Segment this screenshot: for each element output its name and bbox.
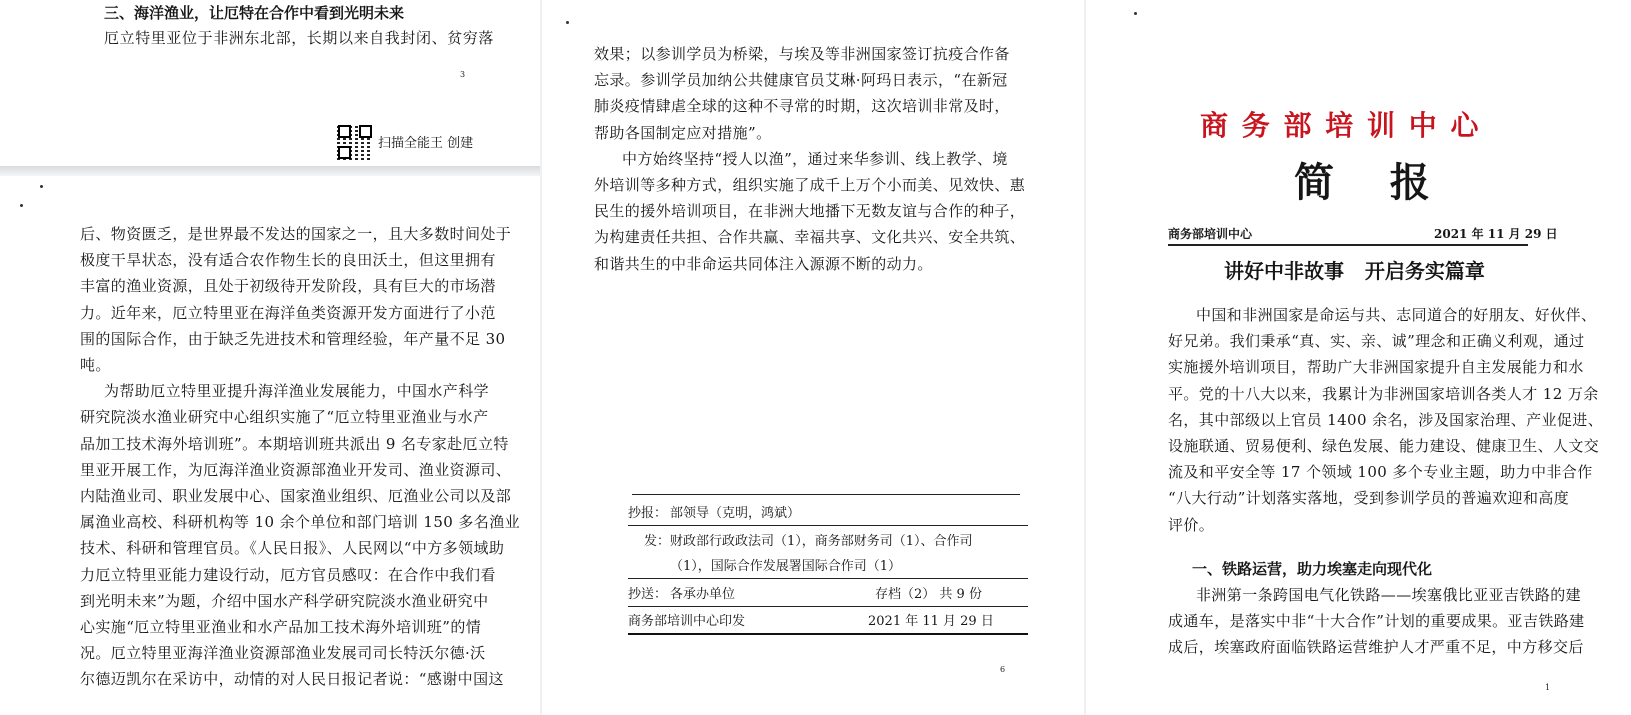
paragraph-line: 里亚开展工作，为厄海洋渔业资源部渔业开发司、渔业资源司、: [80, 460, 512, 479]
paragraph-line: 流及和平安全等 17 个领域 100 多个专业主题，助力中非合作: [1168, 463, 1593, 482]
paragraph-line: 效果；以参训学员为桥梁，与埃及等非洲国家签订抗疫合作备: [594, 45, 1010, 63]
send-label: 发：: [644, 534, 671, 549]
scan-speck: [20, 204, 23, 207]
distribution-rule: [628, 606, 1028, 607]
masthead-rule: [1168, 244, 1528, 246]
send-line-2: （1），国际合作发展署国际合作司（1）: [670, 559, 902, 574]
distribution-rule: [628, 525, 1028, 526]
paragraph-line: 为构建责任共担、合作共赢、幸福共享、文化共兴、安全共筑、: [594, 228, 1026, 247]
paragraph-line: 吨。: [80, 356, 111, 374]
paragraph-line: 忘录。参训学员加纳公共健康官员艾琳·阿玛日表示，“在新冠: [594, 71, 1008, 90]
send-line-1: 财政部行政政法司（1），商务部财务司（1）、合作司: [670, 534, 973, 549]
scan-speck: [566, 21, 569, 24]
issuer: 商务部培训中心印发: [628, 614, 746, 629]
copy-label: 抄送：: [628, 587, 668, 602]
cc-report-label: 抄报：: [628, 506, 668, 521]
section-heading: 三、海洋渔业，让厄特在合作中看到光明未来: [104, 4, 405, 22]
paragraph-line: 中国和非洲国家是命运与共、志同道合的好朋友、好伙伴、: [1196, 306, 1597, 324]
page-number: 6: [1000, 665, 1006, 674]
distribution-rule-bottom: [628, 633, 1028, 635]
paragraph-line: 后、物资匮乏，是世界最不发达的国家之一，且大多数时间处于: [80, 225, 512, 243]
paragraph-line: 为帮助厄立特里亚提升海洋渔业发展能力，中国水产科学: [104, 382, 490, 401]
scan-speck: [1134, 12, 1137, 15]
paragraph-line: 尔德迈凯尔在采访中，动情的对人民日报记者说：“感谢中国这: [80, 670, 504, 689]
paragraph-line: 丰富的渔业资源，且处于初级待开发阶段，具有巨大的市场潜: [80, 277, 496, 296]
paragraph-line: 属渔业高校、科研机构等 10 余个单位和部门培训 150 多名渔业: [80, 513, 520, 532]
paragraph-line: 况。厄立特里亚海洋渔业资源部渔业发展司司长特沃尔德·沃: [80, 644, 486, 663]
paragraph-line: “八大行动”计划落实落地，受到参训学员的普遍欢迎和高度: [1168, 489, 1570, 508]
org-title: 商 务 部 培 训 中 心: [1200, 109, 1481, 142]
issue-date: 2021 年 11 月 29 日: [868, 614, 994, 629]
distribution-rule-top: [632, 494, 1020, 495]
copy-value: 各承办单位: [670, 587, 736, 602]
paragraph-line: 实施援外培训项目，帮助广大非洲国家提升自主发展能力和水: [1168, 358, 1584, 377]
paragraph-line: 评价。: [1168, 515, 1215, 534]
scanner-watermark: 扫描全能王 创建: [378, 136, 474, 151]
paragraph-line: 技术、科研和管理官员。《人民日报》、人民网以“中方多领域助: [80, 539, 505, 558]
paragraph-line: 民生的援外培训项目，在非洲大地播下无数友谊与合作的种子，: [594, 202, 1026, 221]
paragraph-line: 研究院淡水渔业研究中心组织实施了“厄立特里亚渔业与水产: [80, 408, 489, 427]
doc-type: 简 报: [1294, 159, 1430, 206]
page-left: [0, 0, 540, 715]
paragraph-line: 力。近年来，厄立特里亚在海洋鱼类资源开发方面进行了小范: [80, 303, 496, 322]
archive-count: 存档（2） 共 9 份: [875, 587, 982, 602]
paragraph-line: 厄立特里亚位于非洲东北部，长期以来自我封闭、贫穷落: [104, 29, 495, 47]
paragraph-line: 品加工技术海外培训班”。本期培训班共派出 9 名专家赴厄立特: [80, 434, 509, 453]
paragraph-line: 到光明未来”为题，介绍中国水产科学研究院淡水渔业研究中: [80, 591, 489, 610]
section-heading: 一、铁路运营，助力埃塞走向现代化: [1192, 560, 1433, 578]
paragraph-line: 设施联通、贸易便利、绿色发展、能力建设、健康卫生、人文交: [1168, 437, 1600, 455]
page-number: 1: [1545, 683, 1551, 692]
masthead-org: 商务部培训中心: [1168, 227, 1253, 241]
paragraph-line: 好兄弟。我们秉承“真、实、亲、诚”理念和正确义利观，通过: [1168, 332, 1585, 351]
paragraph-line: 成后，埃塞政府面临铁路运营维护人才严重不足，中方移交后: [1168, 638, 1584, 657]
distribution-rule: [628, 578, 1028, 579]
paragraph-line: 围的国际合作，由于缺乏先进技术和管理经验，年产量不足 30: [80, 329, 506, 348]
qr-code-icon: [337, 124, 373, 160]
paragraph-line: 外培训等多种方式，组织实施了成千上万个小而美、见效快、惠: [594, 176, 1026, 194]
page-middle: [542, 0, 1084, 715]
paragraph-line: 平。党的十八大以来，我累计为非洲国家培训各类人才 12 万余: [1168, 384, 1599, 403]
paragraph-line: 成通车，是落实中非“十大合作”计划的重要成果。亚吉铁路建: [1168, 612, 1585, 631]
scan-speck: [40, 185, 43, 188]
paragraph-line: 中方始终坚持“授人以渔”，通过来华参训、线上教学、境: [622, 149, 1008, 168]
paragraph-line: 和谐共生的中非命运共同体注入源源不断的动力。: [594, 254, 933, 273]
paragraph-line: 非洲第一条跨国电气化铁路——埃塞俄比亚亚吉铁路的建: [1196, 586, 1582, 604]
masthead-date: 2021 年 11 月 29 日: [1434, 227, 1558, 241]
paragraph-line: 力厄立特里亚能力建设行动，厄方官员感叹：在合作中我们看: [80, 565, 496, 584]
page-number: 3: [460, 70, 466, 79]
paragraph-line: 肺炎疫情肆虐全球的这种不寻常的时期，这次培训非常及时，: [594, 97, 1010, 116]
paragraph-line: 名，其中部级以上官员 1400 余名，涉及国家治理、产业促进、: [1168, 410, 1604, 429]
page-right: [1086, 0, 1631, 715]
paragraph-line: 内陆渔业司、职业发展中心、国家渔业组织、厄渔业公司以及部: [80, 487, 512, 505]
article-title: 讲好中非故事 开启务实篇章: [1224, 259, 1485, 283]
paragraph-line: 心实施“厄立特里亚渔业和水产品加工技术海外培训班”的情: [80, 618, 482, 636]
cc-report-value: 部领导（克明，鸿斌）: [670, 506, 801, 521]
page-break: [0, 166, 540, 176]
paragraph-line: 帮助各国制定应对措施”。: [594, 123, 772, 142]
paragraph-line: 极度干旱状态，没有适合农作物生长的良田沃土，但这里拥有: [80, 251, 496, 270]
